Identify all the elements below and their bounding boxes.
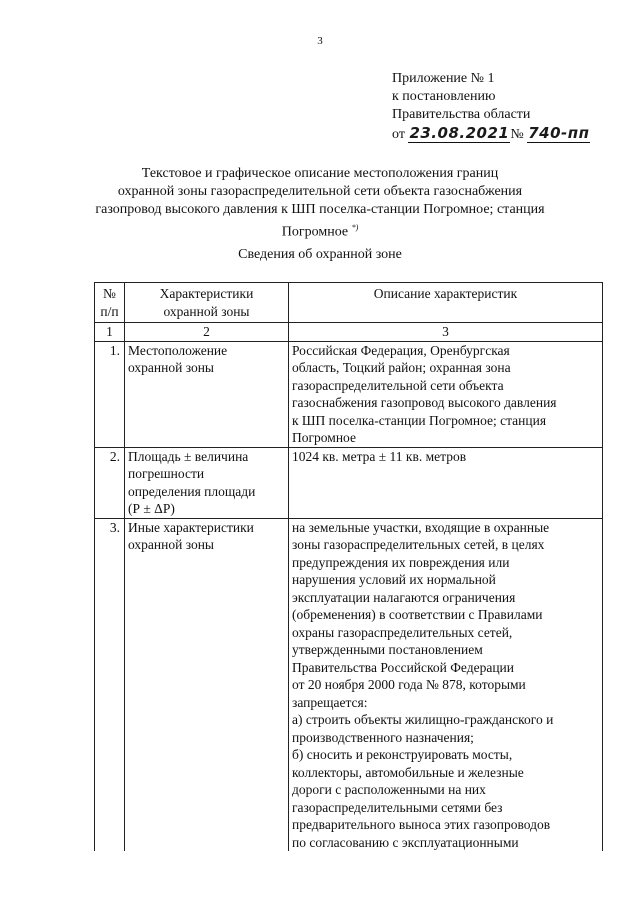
header-num: № п/п xyxy=(95,283,125,323)
index-cell-2: 2 xyxy=(125,323,289,342)
section-title: Сведения об охранной зоне xyxy=(238,247,402,262)
header-description: Описание характеристик xyxy=(289,283,603,323)
appendix-line-2: к постановлению xyxy=(392,89,496,104)
row-num: 2. xyxy=(95,447,125,518)
number-prefix: № xyxy=(510,127,524,142)
table-row xyxy=(95,447,603,518)
footnote-mark: *) xyxy=(351,223,359,232)
page-number: 3 xyxy=(317,35,323,47)
appendix-date-line xyxy=(392,124,590,144)
table-header-row xyxy=(95,283,603,323)
appendix-line-3: Правительства области xyxy=(392,107,531,122)
index-cell-1: 1 xyxy=(95,323,125,342)
appendix-block xyxy=(392,70,590,144)
appendix-line-1: Приложение № 1 xyxy=(392,71,495,86)
document-title xyxy=(80,165,560,242)
zone-table xyxy=(94,282,603,851)
index-cell-3: 3 xyxy=(289,323,603,342)
title-line-2: охранной зоны газораспределительной сети объекта газоснабжения xyxy=(117,184,523,199)
row-num: 3. xyxy=(95,518,125,851)
row-description: на земельные участки, входящие в охранные зоны газораспределительных сетей, в целях предупреждения их повреждения или нарушения условий их нормальной эксплуатации налагаются ограничения (обременения) в соответствии с Правилами охраны газораспределительных сетей, утвержденными постановлением Правительства Российской Федерации от 20 ноября 2000 года № 878, которыми запрещается: а) строить объекты жилищно-гражданского и производственного назначения; б) сносить и реконструировать мосты, коллекторы, автомобильные и железные дороги с расположенными на них газораспределительными сетями без предварительного выноса этих газопроводов по согласованию с эксплуатационными xyxy=(289,518,603,851)
header-characteristic: Характеристики охранной зоны xyxy=(125,283,289,323)
title-line-4 xyxy=(80,219,560,242)
title-line-4-text: Погромное xyxy=(281,224,349,240)
row-characteristic: Площадь ± величина погрешности определения площади (Р ± ΔР) xyxy=(125,447,289,518)
table-row xyxy=(95,518,603,851)
row-characteristic: Местоположение охранной зоны xyxy=(125,341,289,447)
title-line-1: Текстовое и графическое описание местоположения границ xyxy=(141,166,499,181)
row-num: 1. xyxy=(95,341,125,447)
date-prefix: от xyxy=(392,127,405,142)
table-row xyxy=(95,341,603,447)
row-description: 1024 кв. метра ± 11 кв. метров xyxy=(289,447,603,518)
handwritten-date: 23.08.2021 xyxy=(409,124,510,142)
table-index-row xyxy=(95,323,603,342)
handwritten-number: 740-пп xyxy=(528,124,590,142)
row-characteristic: Иные характеристики охранной зоны xyxy=(125,518,289,851)
row-description: Российская Федерация, Оренбургская область, Тоцкий район; охранная зона газораспределительной сети объекта газоснабжения газопровод высокого давления к ШП поселка-станции Погромное; станция Погромное xyxy=(289,341,603,447)
title-line-3: газопровод высокого давления к ШП поселка-станции Погромное; станция xyxy=(95,202,545,217)
